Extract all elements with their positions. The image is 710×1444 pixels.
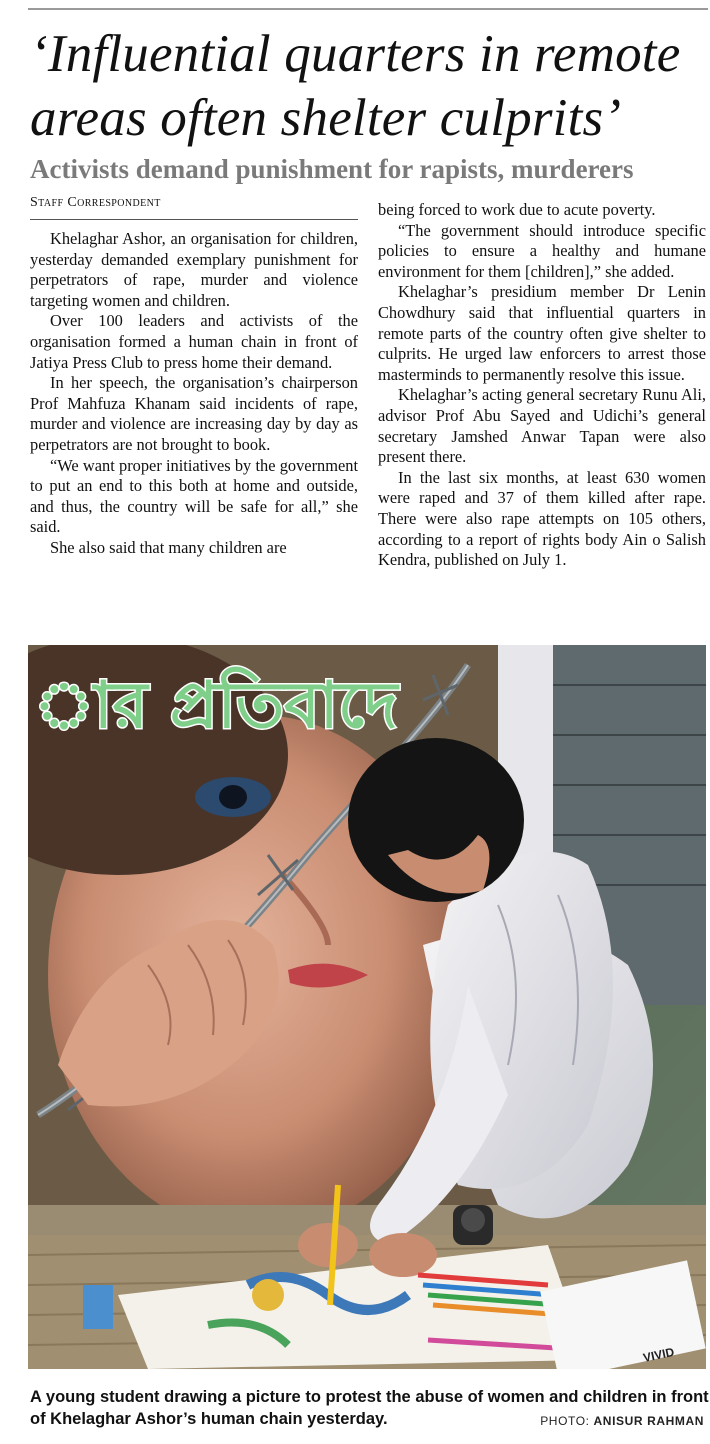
paragraph: being forced to work due to acute poverty. bbox=[378, 200, 656, 219]
headline bbox=[30, 22, 705, 150]
photo-caption: A young student drawing a picture to protest the abuse of women and children in front of Khelaghar Ashor’s human chain yesterday. bbox=[30, 1388, 709, 1428]
photographer-name: ANISUR RAHMAN bbox=[593, 1414, 704, 1428]
top-rule bbox=[28, 8, 708, 10]
photo-credit bbox=[540, 1414, 704, 1428]
news-photo bbox=[28, 645, 706, 1369]
byline-rule bbox=[30, 219, 358, 220]
paragraph: Over 100 leaders and activists of the organisation formed a human chain in front of Jatiya Press Club to press home their demand. bbox=[30, 311, 358, 372]
paragraph: Khelaghar Ashor, an organisation for children, yesterday demanded exemplary punishment for perpetrators of rape, murder and violence targeting women and children. bbox=[30, 229, 358, 310]
headline-line-2: areas often shelter culprits’ bbox=[30, 89, 622, 147]
photo-credit-prefix: PHOTO: bbox=[540, 1414, 594, 1428]
paragraph: Khelaghar’s presidium member Dr Lenin Chowdhury said that influential quarters in remote parts of the country often give shelter to culprits. He urged law enforcers to arrest those masterminds to permanently resolve this issue. bbox=[378, 282, 706, 384]
paragraph: “The government should introduce specific policies to ensure a healthy and humane environment for them [children],” she added. bbox=[378, 220, 706, 281]
banner-text: ার প্রতিবাদে bbox=[34, 669, 398, 743]
byline: Staff Correspondent bbox=[30, 195, 161, 210]
pencil-box-label: VIVID bbox=[641, 1344, 676, 1365]
paragraph: In the last six months, at least 630 women were raped and 37 of them killed after rape. There were also rape attempts on 105 others, according to a report of rights body Ain o Salish Kendra, published on July 1. bbox=[378, 467, 706, 570]
paragraph: In her speech, the organisation’s chairperson Prof Mahfuza Khanam said incidents of rape, murder and violence are increasing day by day as perpetrators are not brought to book. bbox=[30, 373, 358, 454]
paragraph: “We want proper initiatives by the government to put an end to this both at home and outside, and thus, the country will be safe for all,” she said. bbox=[30, 455, 358, 537]
subheadline: Activists demand punishment for rapists, murderers bbox=[30, 154, 634, 184]
headline-line-1: ‘Influential quarters in remote bbox=[30, 25, 681, 83]
article-column-right bbox=[378, 200, 706, 571]
paragraph: Khelaghar’s acting general secretary Runu Ali, advisor Prof Abu Sayed and Udichi’s general secretary Jamshed Anwar Tapan were also present there. bbox=[378, 385, 706, 467]
article-column-left bbox=[30, 229, 358, 559]
paragraph: She also said that many children are bbox=[50, 537, 287, 557]
